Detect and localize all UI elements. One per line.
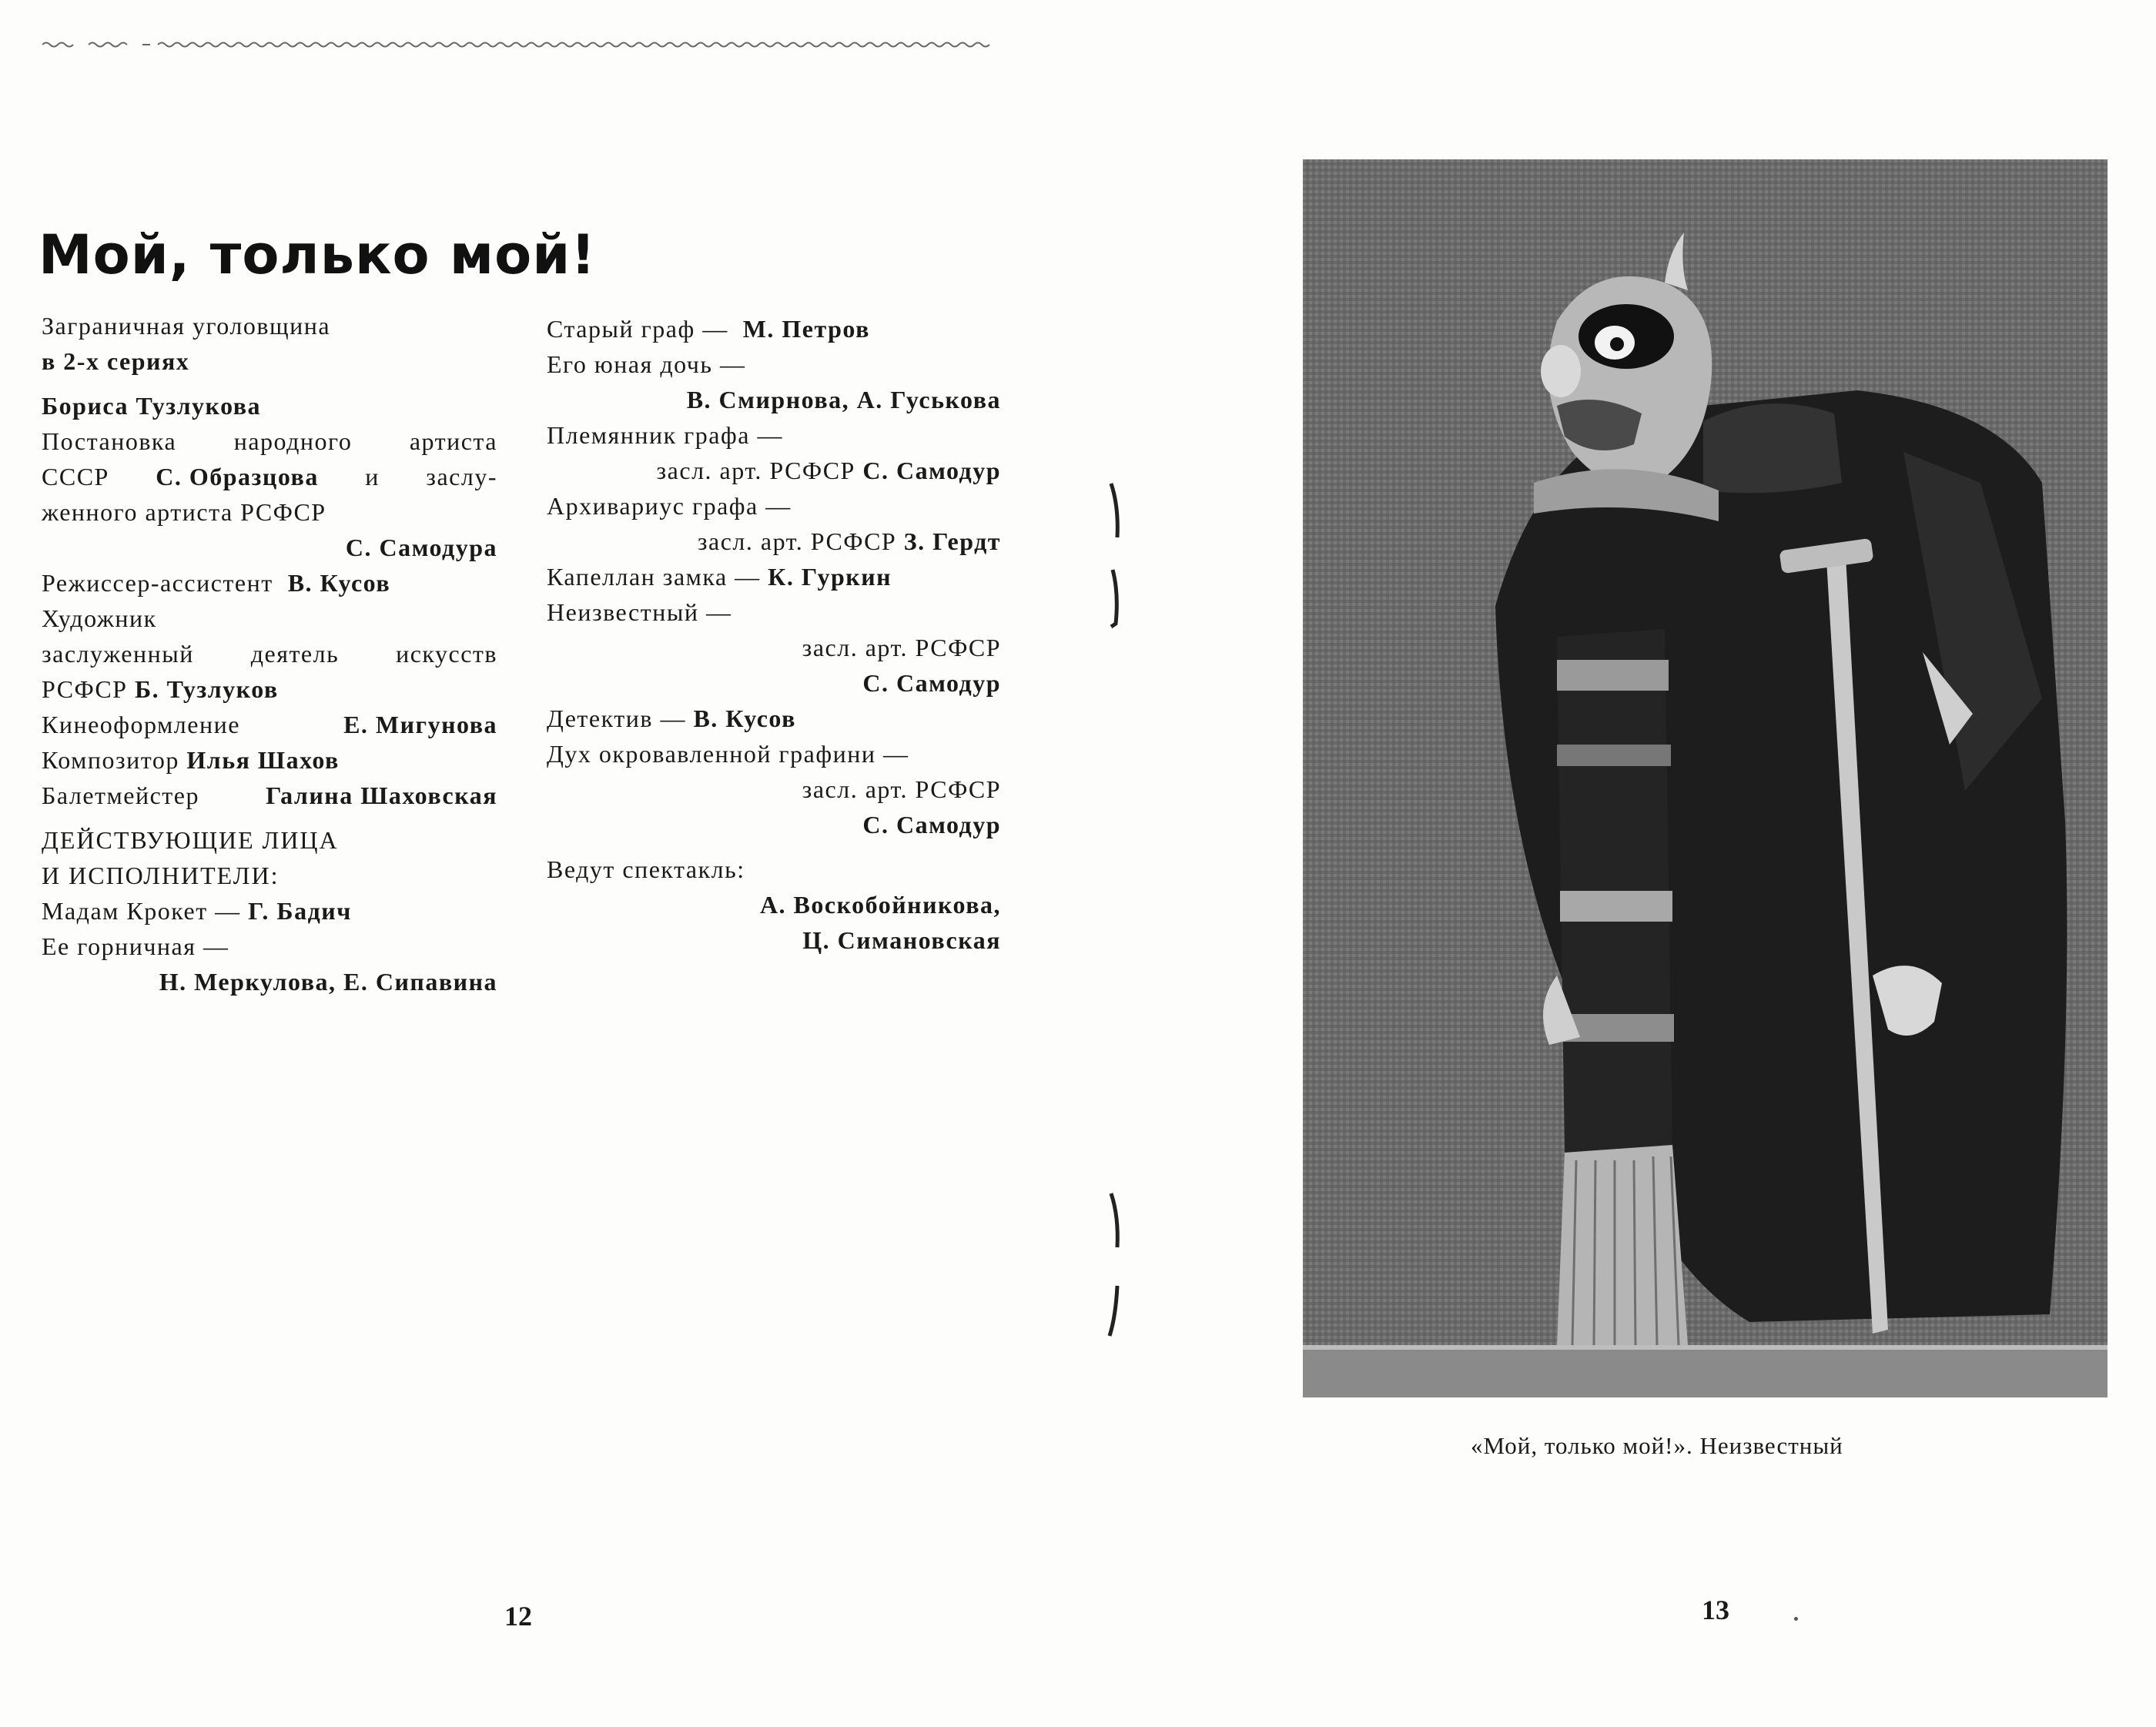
film-design: Кинеоформление Е. Мигунова (42, 711, 497, 738)
cast-ghost-role: Дух окровавленной графини — (547, 740, 909, 768)
binding-marks (1097, 477, 1128, 1355)
cast-madam: Мадам Крокет — Г. Бадич (42, 897, 352, 925)
page-number-left: 12 (504, 1601, 532, 1632)
cast-archivist-role: Архивариус графа — (547, 492, 792, 520)
hosts-label: Ведут спектакль: (547, 855, 745, 883)
host-1: А. Воскобойникова, (759, 891, 1001, 919)
cast-ghost-prefix: засл. арт. РСФСР (802, 775, 1001, 803)
puppet-photo (1303, 159, 2107, 1397)
production-line-3: женного артиста РСФСР (42, 498, 326, 526)
cast-maid-role: Ее горничная — (42, 932, 229, 960)
cast-unknown-actor: С. Самодур (862, 669, 1001, 697)
cast-heading: ДЕЙСТВУЮЩИЕ ЛИЦА (42, 826, 339, 854)
production-line-2: СССР С. Образцова и заслу- (42, 463, 497, 490)
cast-daughter-names: В. Смирнова, А. Гуськова (686, 386, 1001, 413)
assistant-director: Режиссер-ассистент В. Кусов (42, 569, 391, 597)
speck (1794, 1617, 1798, 1621)
host-2: Ц. Симановская (802, 926, 1001, 954)
cast-heading-2: И ИСПОЛНИТЕЛИ: (42, 862, 280, 889)
genre-line: Заграничная уголовщина (42, 312, 331, 340)
author: Бориса Тузлукова (42, 392, 262, 420)
cast-count: Старый граф — М. Петров (547, 315, 870, 343)
page-number-right: 13 (1702, 1595, 1729, 1625)
choreographer: Балетмейстер Галина Шаховская (42, 782, 497, 809)
decorative-top-rule (42, 38, 993, 49)
cast-nephew-actor: засл. арт. РСФСР С. Самодур (656, 457, 1001, 484)
production-line-1: Постановка народного артиста (42, 427, 497, 455)
artist-label: Художник (42, 604, 157, 632)
cast-daughter-role: Его юная дочь — (547, 350, 746, 378)
cast-ghost-actor: С. Самодур (862, 811, 1001, 838)
cast-unknown-role: Неизвестный — (547, 598, 732, 626)
play-title: Мой, только мой! (38, 223, 597, 286)
production-line-4: С. Самодура (345, 534, 497, 561)
cast-archivist-actor: засл. арт. РСФСР З. Гердт (697, 527, 1001, 555)
cast-column (547, 311, 1001, 958)
artist-name: РСФСР Б. Тузлуков (42, 675, 279, 703)
cast-chaplain: Капеллан замка — К. Гуркин (547, 563, 892, 591)
artist-line-2: заслуженный деятель искусств (42, 640, 497, 668)
genre-line-2: в 2-х сериях (42, 347, 190, 375)
credits-column (42, 308, 497, 999)
cast-detective: Детектив — В. Кусов (547, 705, 796, 732)
cast-nephew-role: Племянник графа — (547, 421, 783, 449)
cast-maid-names: Н. Меркулова, Е. Сипавина (159, 968, 497, 996)
cast-unknown-prefix: засл. арт. РСФСР (802, 634, 1001, 661)
composer: Композитор Илья Шахов (42, 746, 340, 774)
photo-caption: «Мой, только мой!». Неизвестный (1471, 1432, 1843, 1459)
